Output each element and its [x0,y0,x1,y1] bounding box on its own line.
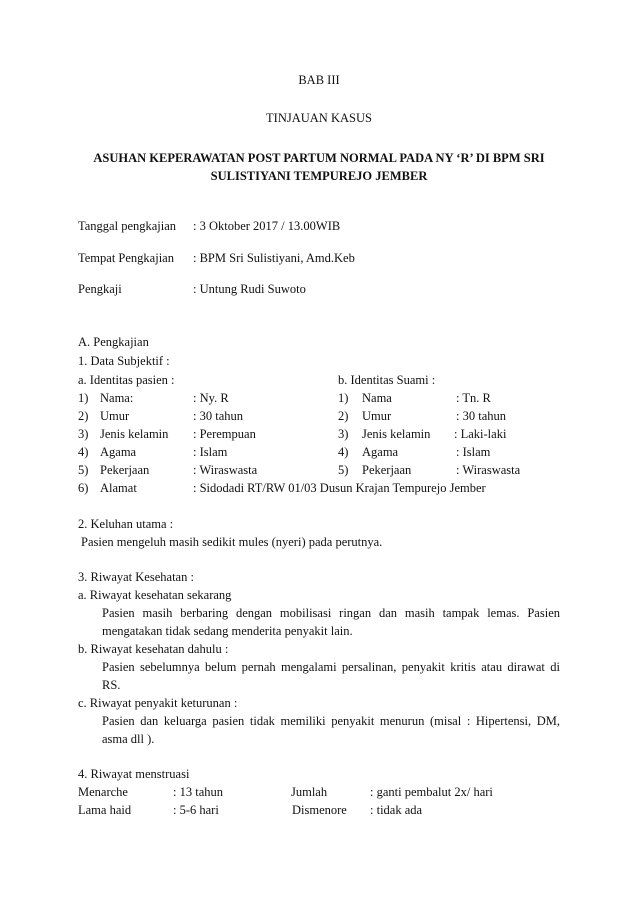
pasien-no: 3) [78,427,89,441]
suami-value: : Laki-laki [454,427,507,441]
suami-no: 1) [338,391,349,405]
meta-value-tempat: : BPM Sri Sulistiyani, Amd.Keb [193,251,355,265]
riwayat-dahulu-line-2: RS. [102,678,121,692]
pasien-value: : Islam [193,445,228,459]
menstruasi-value: : 5-6 hari [173,803,219,817]
suami-label: Agama [362,445,399,459]
pasien-value: : Perempuan [193,427,256,441]
suami-no: 4) [338,445,349,459]
pasien-value: : Ny. R [193,391,229,405]
section-a-heading: A. Pengkajian [78,335,149,349]
pasien-value: : Wiraswasta [193,463,258,477]
menstruasi-value: : ganti pembalut 2x/ hari [370,785,493,799]
riwayat-keturunan-line-1: Pasien dan keluarga pasien tidak memiliki penyakit menurun (misal : Hipertensi, DM, [102,714,560,728]
riwayat-sekarang-line-2: mengatakan tidak sedang menderita penyakit lain. [102,624,353,638]
alamat-label: Alamat [100,481,137,495]
keluhan-heading: 2. Keluhan utama : [78,517,174,531]
alamat-no: 6) [78,481,89,495]
riwayat-dahulu-heading: b. Riwayat kesehatan dahulu : [78,642,229,656]
suami-label: Nama [362,391,392,405]
suami-value: : Islam [456,445,491,459]
chapter-label: BAB III [298,73,340,87]
suami-label: Umur [362,409,392,423]
data-subjektif-heading: 1. Data Subjektif : [78,354,170,368]
pasien-no: 2) [78,409,89,423]
pasien-value: : 30 tahun [193,409,243,423]
suami-label: Pekerjaan [362,463,412,477]
chapter-subtitle: TINJAUAN KASUS [266,111,372,125]
suami-value: : Wiraswasta [456,463,521,477]
menstruasi-label: Menarche [78,785,128,799]
identitas-pasien-heading: a. Identitas pasien : [78,373,175,387]
pasien-no: 1) [78,391,89,405]
menstruasi-label: Jumlah [291,785,328,799]
pasien-label: Jenis kelamin [100,427,169,441]
menstruasi-value: : 13 tahun [173,785,223,799]
document-title-line-1: ASUHAN KEPERAWATAN POST PARTUM NORMAL PADA NY ‘R’ DI BPM SRI [93,151,545,165]
menstruasi-label: Lama haid [78,803,132,817]
riwayat-sekarang-heading: a. Riwayat kesehatan sekarang [78,588,232,602]
suami-no: 5) [338,463,349,477]
menstruasi-heading: 4. Riwayat menstruasi [78,767,190,781]
meta-value-pengkaji: : Untung Rudi Suwoto [193,282,306,296]
meta-label-tempat: Tempat Pengkajian [78,251,174,265]
keluhan-text: Pasien mengeluh masih sedikit mules (nyeri) pada perutnya. [81,535,383,549]
riwayat-sekarang-line-1: Pasien masih berbaring dengan mobilisasi ringan dan masih tampak lemas. Pasien [102,606,560,620]
riwayat-heading: 3. Riwayat Kesehatan : [78,570,194,584]
meta-value-tanggal: : 3 Oktober 2017 / 13.00WIB [193,219,341,233]
riwayat-keturunan-line-2: asma dll ). [102,732,155,746]
riwayat-keturunan-heading: c. Riwayat penyakit keturunan : [78,696,238,710]
pasien-no: 5) [78,463,89,477]
document-title-line-2: SULISTIYANI TEMPUREJO JEMBER [210,169,428,183]
meta-label-pengkaji: Pengkaji [78,282,122,296]
menstruasi-value: : tidak ada [370,803,423,817]
suami-no: 3) [338,427,349,441]
pasien-no: 4) [78,445,89,459]
pasien-label: Agama [100,445,137,459]
suami-no: 2) [338,409,349,423]
menstruasi-label: Dismenore [292,803,347,817]
suami-label: Jenis kelamin [362,427,431,441]
pasien-label: Umur [100,409,130,423]
pasien-label: Nama: [100,391,134,405]
meta-label-tanggal: Tanggal pengkajian [78,219,177,233]
suami-value: : 30 tahun [456,409,506,423]
alamat-value: : Sidodadi RT/RW 01/03 Dusun Krajan Tempurejo Jember [193,481,486,495]
pasien-label: Pekerjaan [100,463,150,477]
riwayat-dahulu-line-1: Pasien sebelumnya belum pernah mengalami persalinan, penyakit kritis atau dirawat di [102,660,560,674]
suami-value: : Tn. R [456,391,491,405]
identitas-suami-heading: b. Identitas Suami : [338,373,436,387]
